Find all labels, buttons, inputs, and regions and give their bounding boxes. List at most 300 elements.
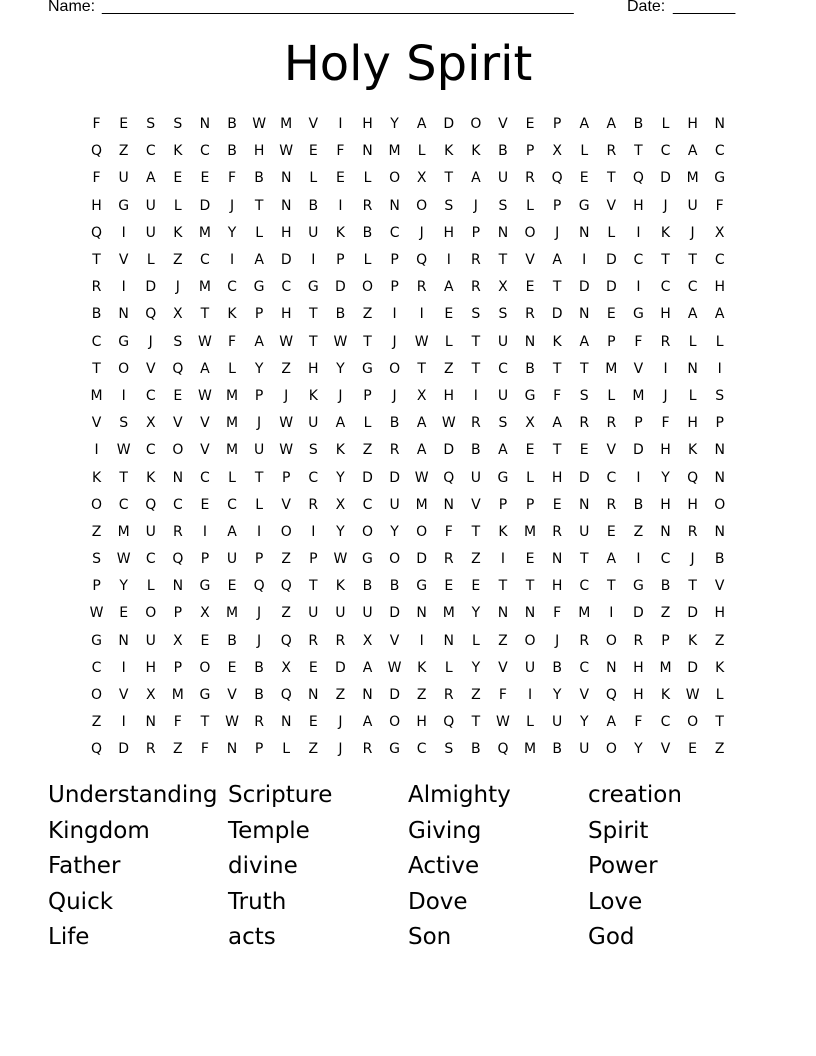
grid-letter[interactable]: X	[552, 143, 562, 160]
grid-letter[interactable]: N	[389, 197, 400, 214]
grid-letter[interactable]: H	[660, 496, 671, 513]
grid-letter[interactable]: W	[387, 659, 402, 676]
grid-letter[interactable]: L	[715, 333, 724, 350]
grid-letter[interactable]: T	[715, 714, 724, 731]
grid-letter[interactable]: D	[335, 659, 346, 676]
grid-letter[interactable]: D	[443, 442, 455, 459]
grid-letter[interactable]: E	[552, 496, 562, 513]
grid-letter[interactable]: Q	[145, 306, 157, 323]
grid-letter[interactable]: T	[552, 279, 562, 296]
grid-letter[interactable]: V	[498, 659, 508, 676]
grid-letter[interactable]: D	[145, 279, 157, 296]
grid-letter[interactable]: A	[606, 551, 617, 568]
grid-letter[interactable]: R	[660, 333, 671, 350]
grid-letter[interactable]: L	[715, 687, 724, 704]
grid-letter[interactable]: S	[119, 415, 129, 432]
grid-letter[interactable]: W	[333, 551, 348, 568]
grid-letter[interactable]: U	[308, 415, 319, 432]
grid-letter[interactable]: R	[470, 279, 481, 296]
grid-letter[interactable]: L	[688, 333, 697, 350]
grid-letter[interactable]: Z	[471, 551, 481, 568]
grid-letter[interactable]: A	[552, 415, 562, 432]
grid-letter[interactable]: W	[225, 714, 239, 731]
grid-letter[interactable]: I	[202, 523, 207, 540]
grid-letter[interactable]: V	[308, 116, 319, 133]
grid-letter[interactable]: V	[525, 252, 535, 269]
grid-letter[interactable]: Q	[172, 551, 184, 568]
grid-letter[interactable]: I	[338, 116, 343, 133]
grid-letter[interactable]: Z	[633, 523, 644, 540]
grid-letter[interactable]: G	[199, 687, 211, 704]
grid-letter[interactable]: T	[92, 252, 101, 269]
grid-letter[interactable]: N	[551, 551, 563, 568]
grid-letter[interactable]: Z	[308, 741, 319, 758]
grid-letter[interactable]: B	[389, 578, 400, 595]
grid-letter[interactable]: D	[687, 605, 698, 622]
grid-letter[interactable]: Z	[335, 687, 346, 704]
grid-letter[interactable]: D	[578, 469, 590, 486]
grid-letter[interactable]: T	[634, 143, 643, 160]
grid-letter[interactable]: V	[714, 578, 725, 595]
grid-letter[interactable]: H	[714, 605, 725, 622]
grid-letter[interactable]: O	[416, 197, 428, 214]
grid-letter[interactable]: V	[281, 496, 291, 513]
grid-letter[interactable]: J	[419, 224, 424, 241]
grid-letter[interactable]: L	[255, 496, 264, 513]
grid-letter[interactable]: D	[389, 469, 400, 486]
grid-letter[interactable]: R	[470, 415, 481, 432]
grid-letter[interactable]: P	[309, 551, 318, 568]
grid-letter[interactable]: K	[417, 659, 427, 676]
grid-letter[interactable]: E	[525, 116, 535, 133]
grid-letter[interactable]: R	[470, 252, 481, 269]
grid-letter[interactable]: U	[524, 659, 536, 676]
grid-letter[interactable]: U	[308, 224, 319, 241]
grid-letter[interactable]: G	[497, 469, 509, 486]
grid-letter[interactable]: C	[362, 496, 373, 513]
grid-letter[interactable]: C	[498, 360, 508, 377]
grid-letter[interactable]: C	[389, 224, 400, 241]
grid-letter[interactable]: P	[173, 659, 183, 676]
grid-letter[interactable]: N	[226, 741, 238, 758]
grid-letter[interactable]: V	[118, 252, 129, 269]
grid-letter[interactable]: V	[660, 741, 671, 758]
grid-letter[interactable]: R	[687, 523, 698, 540]
grid-letter[interactable]: V	[471, 496, 481, 513]
grid-letter[interactable]: L	[228, 360, 236, 377]
grid-letter[interactable]: Z	[281, 605, 291, 622]
grid-letter[interactable]: T	[363, 333, 372, 350]
grid-letter[interactable]: T	[688, 252, 697, 269]
grid-letter[interactable]: N	[280, 197, 292, 214]
grid-letter[interactable]: T	[552, 360, 562, 377]
grid-letter[interactable]: V	[200, 415, 210, 432]
grid-letter[interactable]: N	[578, 306, 590, 323]
grid-letter[interactable]: Z	[416, 687, 427, 704]
grid-letter[interactable]: A	[606, 116, 617, 133]
grid-letter[interactable]: X	[281, 659, 291, 676]
grid-letter[interactable]: I	[121, 279, 126, 296]
grid-letter[interactable]: O	[145, 605, 157, 622]
grid-letter[interactable]: F	[200, 741, 209, 758]
grid-letter[interactable]: R	[633, 632, 644, 649]
grid-letter[interactable]: P	[390, 252, 399, 269]
grid-letter[interactable]: L	[363, 170, 372, 187]
grid-letter[interactable]: B	[525, 360, 535, 377]
grid-letter[interactable]: P	[281, 469, 291, 486]
grid-letter[interactable]: Q	[443, 469, 455, 486]
grid-letter[interactable]: N	[172, 578, 184, 595]
grid-letter[interactable]: X	[362, 632, 373, 649]
grid-letter[interactable]: Y	[471, 659, 481, 676]
grid-letter[interactable]: E	[525, 442, 535, 459]
grid-letter[interactable]: K	[660, 687, 671, 704]
grid-letter[interactable]: P	[200, 551, 210, 568]
grid-letter[interactable]: R	[606, 415, 617, 432]
grid-letter[interactable]: O	[118, 360, 130, 377]
grid-letter[interactable]: U	[145, 224, 156, 241]
grid-letter[interactable]: T	[552, 442, 562, 459]
grid-letter[interactable]: K	[688, 442, 698, 459]
grid-letter[interactable]: N	[145, 714, 156, 731]
grid-letter[interactable]: T	[309, 333, 318, 350]
grid-letter[interactable]: H	[687, 415, 698, 432]
grid-letter[interactable]: C	[714, 143, 725, 160]
grid-letter[interactable]: B	[471, 442, 481, 459]
grid-letter[interactable]: I	[582, 252, 587, 269]
grid-letter[interactable]: K	[660, 224, 671, 241]
grid-letter[interactable]: E	[173, 387, 183, 404]
grid-letter[interactable]: B	[227, 116, 237, 133]
grid-letter[interactable]: P	[92, 578, 101, 595]
grid-letter[interactable]: B	[254, 170, 264, 187]
grid-letter[interactable]: C	[714, 252, 725, 269]
grid-letter[interactable]: K	[444, 143, 454, 160]
grid-letter[interactable]: N	[443, 496, 454, 513]
grid-letter[interactable]: P	[525, 143, 535, 160]
grid-letter[interactable]: J	[338, 741, 343, 758]
grid-letter[interactable]: B	[389, 415, 400, 432]
grid-letter[interactable]: L	[228, 469, 236, 486]
grid-letter[interactable]: Z	[362, 442, 373, 459]
grid-letter[interactable]: O	[172, 442, 184, 459]
grid-letter[interactable]: U	[497, 387, 509, 404]
grid-letter[interactable]: Z	[362, 306, 373, 323]
grid-letter[interactable]: N	[172, 469, 184, 486]
grid-letter[interactable]: G	[389, 741, 400, 758]
grid-letter[interactable]: U	[687, 197, 698, 214]
grid-letter[interactable]: A	[254, 252, 264, 269]
grid-letter[interactable]: T	[200, 714, 210, 731]
grid-letter[interactable]: B	[552, 741, 562, 758]
grid-letter[interactable]: R	[308, 632, 319, 649]
grid-letter[interactable]: K	[715, 659, 725, 676]
grid-letter[interactable]: H	[551, 469, 563, 486]
grid-letter[interactable]: T	[471, 333, 481, 350]
grid-letter[interactable]: J	[284, 387, 289, 404]
grid-letter[interactable]: Q	[687, 469, 699, 486]
grid-letter[interactable]: C	[91, 659, 102, 676]
grid-letter[interactable]: I	[311, 252, 316, 269]
grid-letter[interactable]: X	[416, 387, 427, 404]
grid-letter[interactable]: S	[498, 415, 508, 432]
grid-letter[interactable]: A	[443, 279, 454, 296]
grid-letter[interactable]: X	[145, 415, 156, 432]
grid-letter[interactable]: B	[335, 306, 346, 323]
grid-letter[interactable]: M	[524, 523, 537, 540]
grid-letter[interactable]: U	[552, 714, 563, 731]
grid-letter[interactable]: M	[198, 279, 211, 296]
grid-letter[interactable]: N	[714, 116, 725, 133]
grid-letter[interactable]: O	[524, 632, 536, 649]
grid-letter[interactable]: A	[335, 415, 346, 432]
grid-letter[interactable]: H	[660, 306, 671, 323]
grid-letter[interactable]: P	[634, 415, 643, 432]
grid-letter[interactable]: W	[441, 415, 456, 432]
grid-letter[interactable]: J	[257, 415, 262, 432]
grid-letter[interactable]: G	[91, 632, 102, 649]
grid-letter[interactable]: L	[363, 252, 372, 269]
grid-letter[interactable]: W	[252, 116, 267, 133]
grid-letter[interactable]: R	[443, 551, 454, 568]
grid-letter[interactable]: W	[496, 714, 510, 731]
grid-letter[interactable]: O	[91, 496, 103, 513]
grid-letter[interactable]: H	[687, 116, 698, 133]
grid-letter[interactable]: K	[173, 224, 183, 241]
grid-letter[interactable]: R	[552, 523, 562, 540]
grid-letter[interactable]: I	[636, 469, 641, 486]
grid-letter[interactable]: L	[309, 170, 318, 187]
grid-letter[interactable]: L	[580, 143, 589, 160]
grid-letter[interactable]: K	[227, 306, 237, 323]
grid-letter[interactable]: V	[579, 687, 590, 704]
grid-letter[interactable]: Q	[605, 687, 617, 704]
grid-letter[interactable]: X	[145, 687, 156, 704]
grid-letter[interactable]: O	[91, 687, 103, 704]
grid-letter[interactable]: K	[471, 143, 481, 160]
grid-letter[interactable]: W	[198, 387, 212, 404]
grid-letter[interactable]: Z	[443, 360, 454, 377]
grid-letter[interactable]: C	[308, 469, 319, 486]
grid-letter[interactable]: A	[552, 252, 562, 269]
grid-letter[interactable]: U	[470, 469, 481, 486]
grid-letter[interactable]: T	[200, 306, 210, 323]
grid-letter[interactable]: C	[145, 551, 156, 568]
grid-letter[interactable]: V	[227, 687, 237, 704]
grid-letter[interactable]: Z	[91, 714, 102, 731]
grid-letter[interactable]: I	[121, 224, 126, 241]
grid-letter[interactable]: I	[527, 687, 533, 704]
grid-letter[interactable]: J	[663, 387, 668, 404]
grid-letter[interactable]: E	[200, 170, 210, 187]
grid-letter[interactable]: T	[417, 360, 426, 377]
grid-letter[interactable]: M	[632, 387, 645, 404]
grid-letter[interactable]: Q	[280, 578, 292, 595]
grid-letter[interactable]: O	[389, 360, 401, 377]
grid-letter[interactable]: A	[200, 360, 210, 377]
grid-letter[interactable]: B	[633, 496, 644, 513]
grid-letter[interactable]: D	[551, 306, 563, 323]
grid-letter[interactable]: C	[200, 143, 210, 160]
grid-letter[interactable]: R	[254, 714, 264, 731]
grid-letter[interactable]: T	[444, 170, 454, 187]
grid-letter[interactable]: P	[254, 741, 264, 758]
grid-letter[interactable]: C	[200, 469, 210, 486]
grid-letter[interactable]: Q	[280, 632, 292, 649]
grid-letter[interactable]: A	[416, 116, 427, 133]
grid-letter[interactable]: A	[416, 415, 427, 432]
grid-letter[interactable]: J	[555, 224, 560, 241]
grid-letter[interactable]: M	[442, 605, 455, 622]
grid-letter[interactable]: G	[118, 333, 130, 350]
grid-letter[interactable]: D	[605, 279, 617, 296]
grid-letter[interactable]: C	[660, 279, 671, 296]
grid-letter[interactable]: L	[471, 632, 480, 649]
grid-letter[interactable]: B	[227, 143, 237, 160]
grid-letter[interactable]: V	[606, 197, 617, 214]
grid-letter[interactable]: B	[254, 687, 264, 704]
grid-letter[interactable]: M	[225, 442, 239, 459]
grid-letter[interactable]: B	[362, 578, 373, 595]
grid-letter[interactable]: M	[280, 116, 293, 133]
grid-letter[interactable]: E	[335, 170, 345, 187]
grid-letter[interactable]: J	[690, 551, 695, 568]
grid-letter[interactable]: E	[444, 306, 454, 323]
grid-letter[interactable]: I	[636, 551, 641, 568]
grid-letter[interactable]: R	[362, 741, 373, 758]
grid-letter[interactable]: P	[552, 197, 562, 214]
grid-letter[interactable]: S	[444, 197, 454, 214]
grid-letter[interactable]: I	[229, 252, 235, 269]
grid-letter[interactable]: Q	[253, 578, 265, 595]
grid-letter[interactable]: E	[308, 143, 318, 160]
grid-letter[interactable]: H	[660, 442, 671, 459]
grid-letter[interactable]: N	[714, 469, 725, 486]
grid-letter[interactable]: I	[121, 714, 126, 731]
grid-letter[interactable]: Y	[390, 523, 399, 540]
grid-letter[interactable]: X	[714, 224, 725, 241]
grid-letter[interactable]: X	[335, 496, 346, 513]
grid-letter[interactable]: E	[227, 659, 237, 676]
grid-letter[interactable]: R	[443, 687, 454, 704]
grid-letter[interactable]: N	[578, 496, 590, 513]
grid-letter[interactable]: K	[91, 469, 102, 486]
grid-letter[interactable]: N	[524, 605, 536, 622]
grid-letter[interactable]: V	[498, 116, 508, 133]
grid-letter[interactable]: B	[552, 659, 562, 676]
grid-letter[interactable]: G	[714, 170, 726, 187]
grid-letter[interactable]: N	[497, 605, 509, 622]
grid-letter[interactable]: R	[308, 496, 319, 513]
grid-letter[interactable]: I	[257, 523, 262, 540]
grid-letter[interactable]: B	[362, 224, 373, 241]
grid-letter[interactable]: Y	[471, 605, 481, 622]
grid-letter[interactable]: W	[279, 442, 294, 459]
grid-letter[interactable]: N	[362, 143, 373, 160]
grid-letter[interactable]: F	[634, 714, 643, 731]
grid-letter[interactable]: O	[416, 523, 428, 540]
grid-letter[interactable]: O	[470, 116, 482, 133]
grid-letter[interactable]: Y	[390, 116, 399, 133]
grid-letter[interactable]: W	[414, 469, 429, 486]
grid-letter[interactable]: P	[173, 605, 183, 622]
grid-letter[interactable]: V	[145, 360, 156, 377]
grid-letter[interactable]: T	[119, 469, 128, 486]
grid-letter[interactable]: U	[579, 523, 590, 540]
grid-letter[interactable]: H	[633, 659, 644, 676]
grid-letter[interactable]: V	[91, 415, 102, 432]
grid-letter[interactable]: E	[525, 551, 535, 568]
grid-letter[interactable]: J	[175, 279, 180, 296]
grid-letter[interactable]: E	[119, 116, 129, 133]
grid-letter[interactable]: G	[632, 578, 644, 595]
grid-letter[interactable]: V	[606, 442, 617, 459]
grid-letter[interactable]: I	[473, 387, 478, 404]
grid-letter[interactable]: F	[92, 116, 101, 133]
grid-letter[interactable]: Q	[145, 496, 157, 513]
grid-letter[interactable]: M	[198, 224, 211, 241]
grid-letter[interactable]: P	[254, 551, 264, 568]
grid-letter[interactable]: Z	[281, 551, 291, 568]
grid-letter[interactable]: R	[145, 741, 156, 758]
grid-letter[interactable]: P	[471, 224, 481, 241]
grid-letter[interactable]: O	[389, 170, 401, 187]
grid-letter[interactable]: Z	[281, 360, 291, 377]
grid-letter[interactable]: Z	[660, 605, 671, 622]
grid-letter[interactable]: G	[362, 360, 373, 377]
grid-letter[interactable]: W	[279, 333, 294, 350]
grid-letter[interactable]: H	[714, 279, 725, 296]
grid-letter[interactable]: X	[498, 279, 508, 296]
grid-letter[interactable]: E	[525, 279, 535, 296]
grid-letter[interactable]: D	[578, 279, 590, 296]
grid-letter[interactable]: W	[279, 415, 294, 432]
grid-letter[interactable]: G	[362, 551, 373, 568]
grid-letter[interactable]: R	[416, 279, 427, 296]
grid-letter[interactable]: N	[660, 523, 671, 540]
grid-letter[interactable]: M	[171, 687, 184, 704]
grid-letter[interactable]: D	[335, 279, 346, 296]
grid-letter[interactable]: D	[633, 605, 644, 622]
grid-letter[interactable]: E	[606, 306, 616, 323]
grid-letter[interactable]: V	[118, 687, 129, 704]
grid-letter[interactable]: H	[308, 360, 319, 377]
grid-letter[interactable]: S	[498, 197, 508, 214]
grid-letter[interactable]: N	[606, 659, 617, 676]
grid-letter[interactable]: L	[444, 659, 453, 676]
grid-letter[interactable]: R	[362, 197, 373, 214]
grid-letter[interactable]: I	[338, 197, 343, 214]
grid-letter[interactable]: S	[146, 116, 156, 133]
grid-letter[interactable]: Y	[336, 523, 345, 540]
grid-letter[interactable]: B	[254, 659, 264, 676]
grid-letter[interactable]: Z	[498, 632, 508, 649]
grid-letter[interactable]: O	[361, 523, 373, 540]
grid-letter[interactable]: X	[525, 415, 535, 432]
grid-letter[interactable]: S	[308, 442, 318, 459]
grid-letter[interactable]: Q	[416, 252, 428, 269]
grid-letter[interactable]: X	[200, 605, 210, 622]
grid-letter[interactable]: N	[578, 224, 590, 241]
grid-letter[interactable]: U	[389, 496, 400, 513]
grid-letter[interactable]: A	[362, 714, 373, 731]
grid-letter[interactable]: A	[687, 143, 698, 160]
grid-letter[interactable]: M	[415, 496, 428, 513]
grid-letter[interactable]: R	[606, 496, 617, 513]
grid-letter[interactable]: C	[91, 333, 102, 350]
grid-letter[interactable]: X	[173, 306, 183, 323]
grid-letter[interactable]: E	[227, 578, 237, 595]
